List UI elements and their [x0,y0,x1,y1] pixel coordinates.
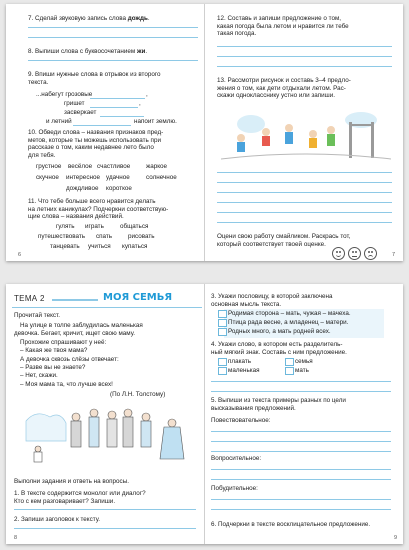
answer-line[interactable] [211,479,391,480]
word-option[interactable]: удачное [106,174,130,181]
fill-blank[interactable] [90,107,138,108]
topic-title: МОЯ СЕМЬЯ [103,292,173,303]
answer-line[interactable] [28,27,198,28]
topic-divider [52,299,98,301]
proverb-checkbox[interactable] [218,328,227,336]
answer-line[interactable] [14,528,196,529]
word-option[interactable]: спать [96,233,113,240]
workbook-spread-top [6,4,403,261]
word-option[interactable]: общаться [120,223,149,230]
narrative-label: Повествовательное: [211,417,271,424]
q11-text: 11. Что тебе больше всего нравится делать на летних каникулах? Подчеркни соответствую- щие слова – названия действий. [28,198,169,221]
answer-line[interactable] [211,499,391,500]
word-option[interactable]: учиться [88,243,111,250]
page-number: 8 [14,535,18,541]
word-option[interactable]: танцевать [50,243,80,250]
page-number: 6 [18,252,22,258]
imperative-label: Побудительное: [211,485,258,492]
word-option[interactable]: гулять [56,223,75,230]
q9-comma: , [146,91,148,98]
page-8 [6,284,204,544]
answer-line[interactable] [217,46,392,47]
page-number: 7 [391,252,395,258]
word-option[interactable]: рисовать [128,233,155,240]
q9-line-4: и летний [46,118,72,125]
q10-text: 10. Обведи слова – названия признаков пред- метов, которые ты можешь использовать при рассказе о том, каким недавнее лето было для тебя. [28,129,164,159]
q9-line-3: засверкает [64,109,97,116]
word-option[interactable]: играть [85,223,104,230]
q9-line-2: гришет [64,100,85,107]
workbook-spread-bottom [6,284,403,544]
topic-number: ТЕМА 2 [14,294,45,303]
page-9 [205,284,403,544]
interrogative-label: Вопросительное: [211,455,262,462]
word-option[interactable]: путешествовать [38,233,86,240]
q9-line-1: ...набегут грозовые [36,91,93,98]
q8-text: 8. Выпиши слова с буквосочетанием жи. [28,48,148,55]
proverb-checkbox[interactable] [218,310,227,318]
answer-line[interactable] [211,431,391,432]
word-option[interactable]: купаться [122,243,148,250]
word-option: мать [295,367,309,374]
answer-line[interactable] [217,192,392,193]
word-option[interactable]: грустное [36,163,62,170]
task-intro: Выполни задания и ответь на вопросы. [14,478,129,485]
word-option: семья [295,358,313,365]
proverb-option: Родных много, а мать родней всех. [228,328,331,335]
word-option[interactable]: скучное [36,174,59,181]
fill-blank[interactable] [73,125,131,126]
answer-line[interactable] [217,202,392,203]
answer-line[interactable] [217,182,392,183]
page-number: 9 [393,535,397,541]
fill-blank[interactable] [90,98,145,99]
proverb-option: Родимая сторона – мать, чужая – мачеха. [228,310,351,317]
q13-text: 13. Рассмотри рисунок и составь 3–4 предло- жения о том, как дети отдыхали летом. Рас- скажи однокласснику устно или запиши. [217,77,351,100]
answer-line[interactable] [211,509,391,510]
answer-line[interactable] [211,451,391,452]
page-6 [6,4,204,261]
q5-text: 5. Выпиши из текста примеры разных по цели высказывания предложений. [211,397,346,412]
instruction-text: Прочитай текст. [14,312,60,319]
topic-header [12,292,197,306]
answer-line[interactable] [217,56,392,57]
q12-text: 12. Составь и запиши предложение о том, какая погода была летом и нравится ли тебе такая погода. [217,15,349,38]
q9-text: 9. Впиши нужные слова в отрывок из второго текста. [28,71,161,86]
proverb-checkbox[interactable] [218,319,227,327]
word-option[interactable]: интересное [66,174,100,181]
answer-line[interactable] [217,222,392,223]
answer-line[interactable] [211,469,391,470]
answer-line[interactable] [28,60,198,61]
q9-line-4-end: напоит землю. [134,118,177,125]
proverb-option: Птица рада весне, а младенец – матери. [228,319,349,326]
smiley-sad-icon[interactable] [364,247,377,260]
q1-text: 1. В тексте содержится монолог или диалог? Кто с кем разговаривает? Запиши. [14,490,146,505]
word-option[interactable]: весёлое [68,163,93,170]
fill-blank[interactable] [100,116,144,117]
q6-text: 6. Подчеркни в тексте восклицательное предложение. [211,521,371,528]
word-option[interactable]: дождливое [66,185,99,192]
smiley-neutral-icon[interactable] [348,247,361,260]
smiley-happy-icon[interactable] [332,247,345,260]
author-credit: (По Л.Н. Толстому) [110,391,166,398]
word-option: маленькая [228,367,260,374]
answer-line[interactable] [217,66,392,67]
q2-text: 2. Запиши заголовок к тексту. [14,516,101,523]
answer-line[interactable] [28,37,198,38]
answer-line[interactable] [211,391,391,392]
word-checkbox[interactable] [285,367,294,375]
word-checkbox[interactable] [218,367,227,375]
answer-line[interactable] [211,441,391,442]
word-checkbox[interactable] [285,358,294,366]
word-option[interactable]: короткое [106,185,132,192]
answer-line[interactable] [217,212,392,213]
topic-underline [12,307,202,308]
q3-text: 3. Укажи пословицу, в которой заключена основная мысль текста. [211,293,333,308]
word-option[interactable]: жаркое [146,163,168,170]
q9-comma: , [139,100,141,107]
story-text: На улице в толпе заблудилась маленькая девочка. Бегает, кричит, ищет свою маму. Прохожие спрашивают у неё: – Какая же твоя мама? А девочка сквозь слёзы отвечает: – Разве вы не знаете? – Нет, скажи. – Моя мама та, что лучше всех! [14,322,143,388]
answer-line[interactable] [14,509,196,510]
word-checkbox[interactable] [218,358,227,366]
q7-text: 7. Сделай звуковую запись слова дождь. [28,15,150,22]
page-7 [205,4,403,261]
word-option: плакать [228,358,252,365]
self-eval-text: Оцени свою работу смайликом. Раскрась тот, который соответствует твоей оценке. [217,233,351,248]
answer-line[interactable] [211,381,391,382]
crowd-illustration [16,401,196,473]
word-option[interactable]: счастливое [97,163,131,170]
word-option[interactable]: солнечное [146,174,177,181]
answer-line[interactable] [217,172,392,173]
q4-text: 4. Укажи слово, в котором есть разделитель- ный мягкий знак. Составь с ним предложение. [211,341,347,356]
children-playing-illustration [221,104,391,164]
